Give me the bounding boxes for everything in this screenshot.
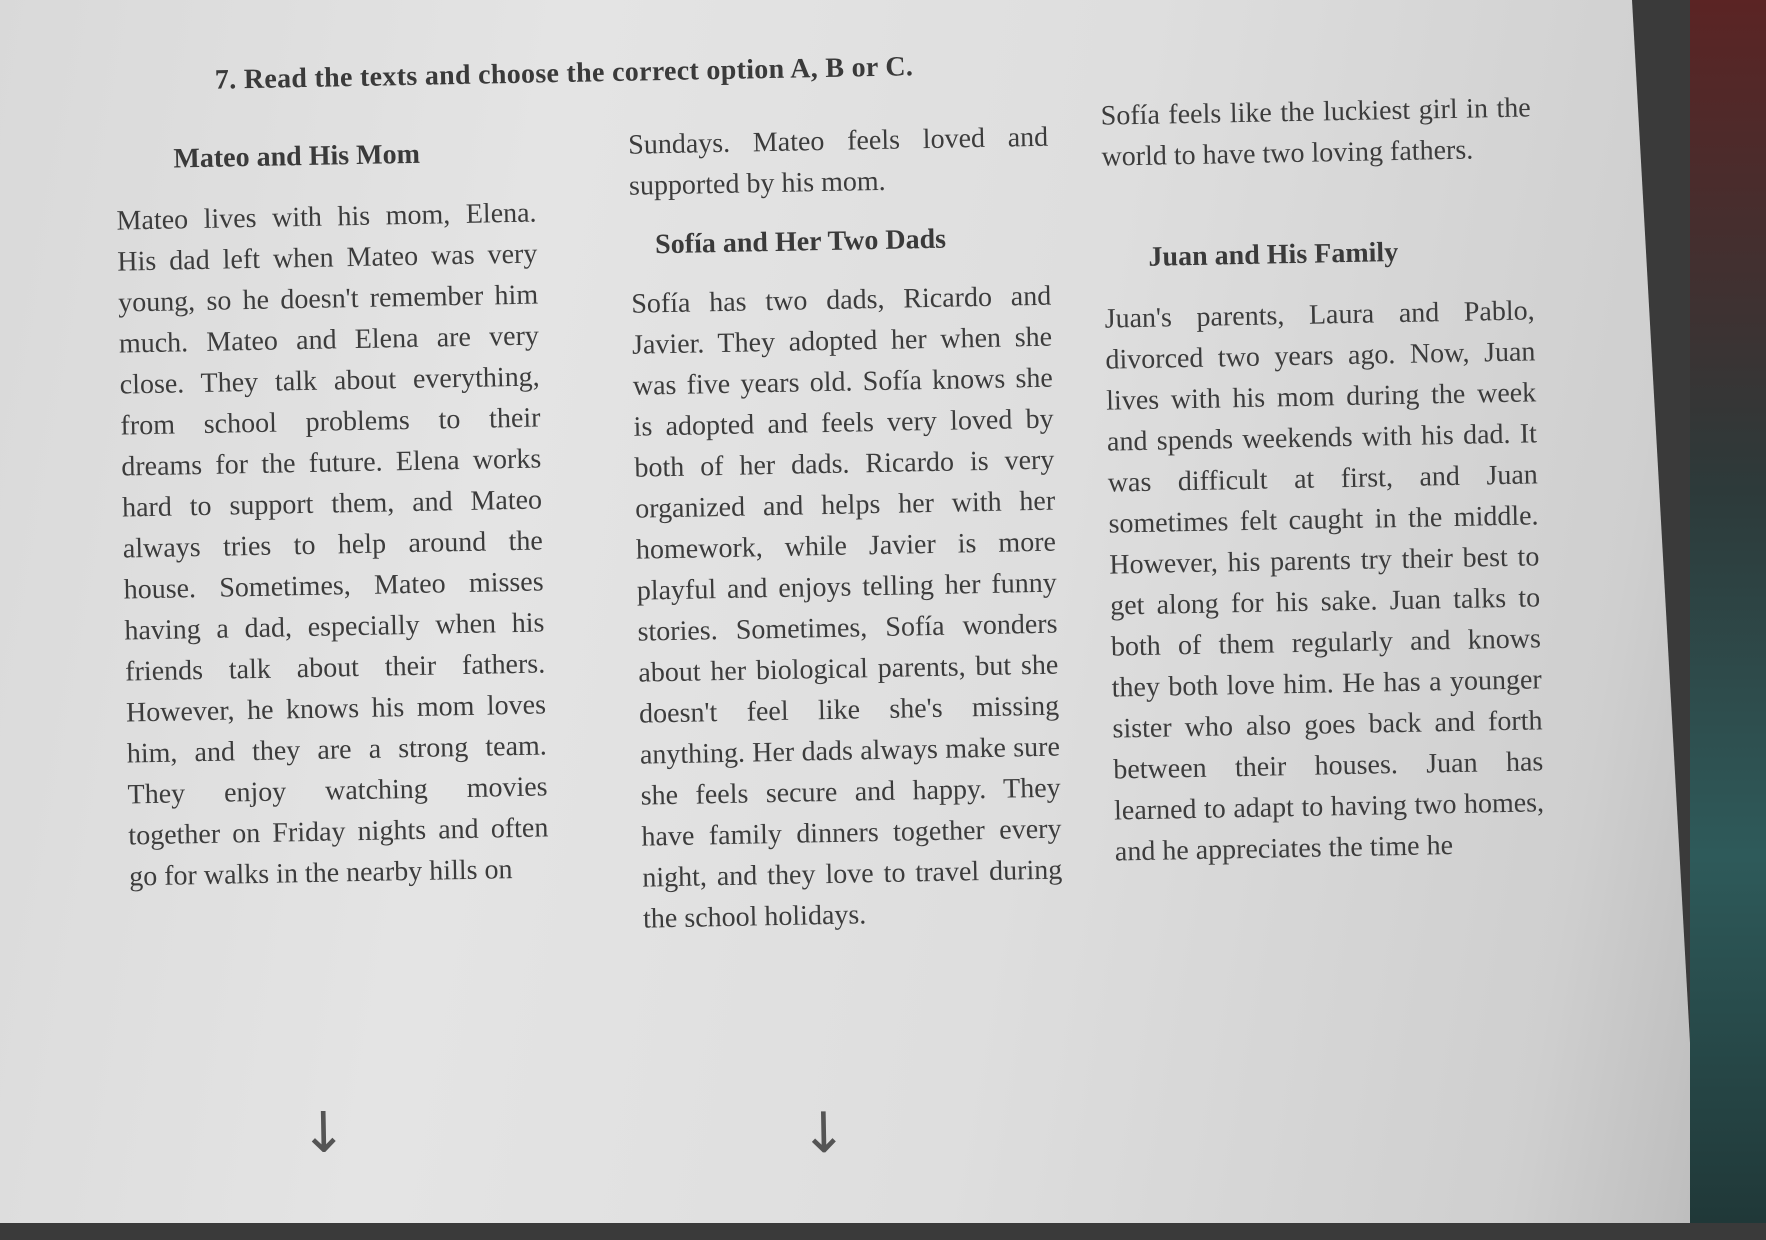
body-sofia-continued: Sofía feels like the luckiest girl in the world to have two loving fathers. [1100, 92, 1531, 173]
heading-juan: Juan and His Family [1148, 236, 1399, 273]
down-arrow-scribble-icon: ↓ [799, 1100, 848, 1167]
heading-sofia: Sofía and Her Two Dads [654, 223, 947, 261]
text-column-sofia [628, 117, 1064, 940]
question-instruction: 7. Read the texts and choose the correct option A, B or C. [214, 51, 914, 96]
body-juan: Juan's parents, Laura and Pablo, divorced two years ago. Now, Juan lives with his mom during the week and spends weekends with his dad. It was difficult at first, and Juan sometimes felt caught in the middle. However, his parents try their best to get along for his sake. Juan talks to both of them regularly and knows they both love him. He has a younger sister who also goes back and forth between their houses. Juan has learned to adapt to having two homes, and he appreciates the time he [1104, 295, 1545, 868]
text-column-mateo [115, 132, 549, 898]
heading-mateo: Mateo and His Mom [173, 138, 421, 175]
body-sofia: Sofía has two dads, Ricardo and Javier. They adopted her when she was five years old. Sofía knows she is adopted and feels very loved by both of her dads. Ricardo is very organized and helps her with her homework, while Javier is more playful and enjoys telling her funny stories. Sometimes, Sofía wonders about her biological parents, but she doesn't feel like she's missing anything. Her dads always make sure she feels secure and happy. They have family dinners together every night, and they love to travel during the school holidays. [630, 280, 1063, 935]
down-arrow-scribble-icon: ↓ [299, 1100, 348, 1167]
body-mateo-continued: Sundays. Mateo feels loved and supported by his mom. [627, 121, 1049, 202]
text-column-juan [1100, 87, 1545, 872]
body-mateo: Mateo lives with his mom, Elena. His dad left when Mateo was very young, so he doesn't remember him much. Mateo and Elena are very close. They talk about everything, from school problems to their dreams for the future. Elena works hard to support them, and Mateo always tries to help around the house. Sometimes, Mateo misses having a dad, especially when his friends talk about their fathers. However, he knows his mom loves him, and they are a strong team. They enjoy watching movies together on Friday nights and often go for walks in the nearby hills on [116, 197, 549, 893]
